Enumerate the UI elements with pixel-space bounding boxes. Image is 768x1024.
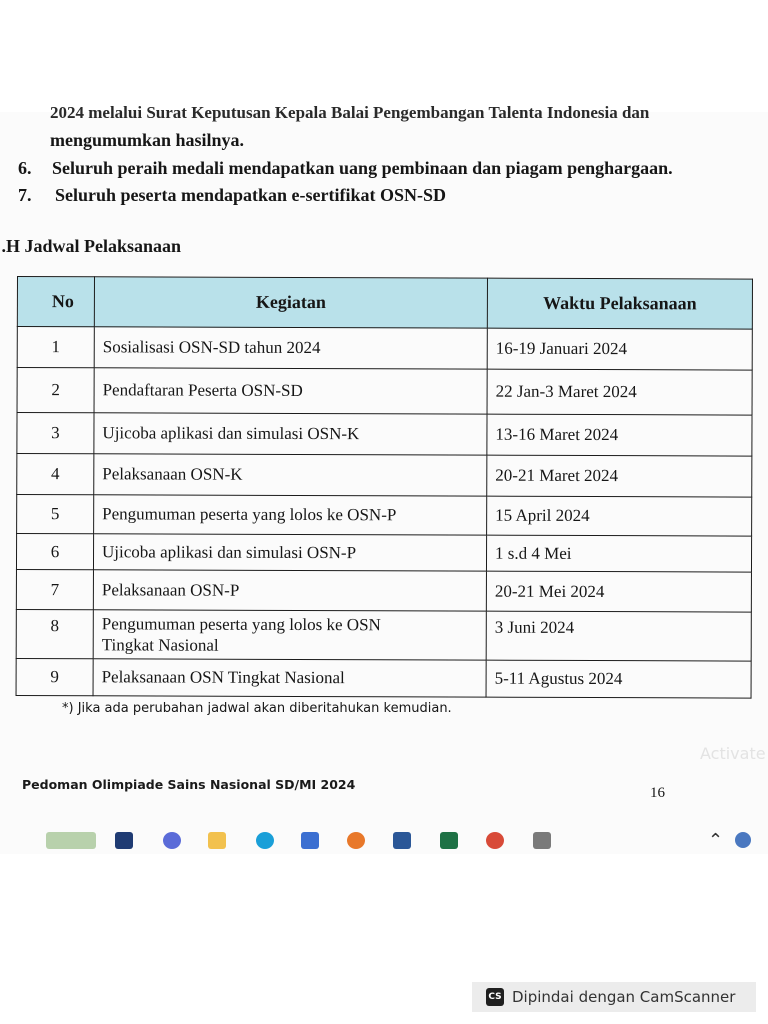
list-item-text: Seluruh peraih medali mendapatkan uang pembinaan dan piagam penghargaan. xyxy=(52,158,673,178)
cell-kegiatan: Pelaksanaan OSN Tingkat Nasional xyxy=(93,659,486,697)
section-title: Jadwal Pelaksanaan xyxy=(24,236,182,256)
table-footnote: *) Jika ada perubahan jadwal akan diberitahukan kemudian. xyxy=(62,701,452,716)
chevron-up-icon[interactable]: ⌃ xyxy=(708,830,724,850)
cell-no: 2 xyxy=(17,368,94,413)
document-screen xyxy=(0,103,768,854)
table-row xyxy=(16,609,751,661)
cell-kegiatan: Pelaksanaan OSN-K xyxy=(94,454,487,496)
table-row xyxy=(17,413,752,457)
taskbar xyxy=(0,824,768,854)
page-number: 16 xyxy=(650,785,665,801)
cell-no: 6 xyxy=(16,534,93,570)
excel-icon[interactable] xyxy=(440,832,458,849)
cell-no: 5 xyxy=(17,495,94,534)
store-icon[interactable] xyxy=(301,832,319,849)
table-row xyxy=(17,454,752,498)
sync-icon[interactable] xyxy=(735,832,751,848)
list-item-number: 6. xyxy=(18,158,32,178)
table-row xyxy=(16,534,751,573)
list-item-text: Seluruh peserta mendapatkan e-sertifikat OSN-SD xyxy=(55,185,447,205)
cell-no: 9 xyxy=(16,658,93,695)
camscanner-logo-icon: CS xyxy=(486,988,504,1006)
cell-kegiatan-line1: Pengumuman peserta yang lolos ke OSN xyxy=(101,614,381,635)
cell-kegiatan: Pengumuman peserta yang lolos ke OSN-P xyxy=(94,495,487,535)
folder-icon[interactable] xyxy=(208,832,226,849)
word-icon[interactable] xyxy=(393,832,411,849)
table-row xyxy=(17,495,752,537)
schedule-table xyxy=(16,276,753,699)
app-icon[interactable] xyxy=(533,832,551,849)
chrome-icon[interactable] xyxy=(486,832,504,849)
list-item-number: 7. xyxy=(18,185,32,205)
cell-kegiatan: Ujicoba aplikasi dan simulasi OSN-P xyxy=(93,534,486,571)
teams-chat-icon[interactable] xyxy=(163,832,181,849)
cell-waktu: 15 April 2024 xyxy=(487,496,752,536)
cutoff-text-line: 2024 melalui Surat Keputusan Kepala Balai Pengembangan Talenta Indonesia dan xyxy=(50,103,650,122)
widgets-icon[interactable] xyxy=(46,832,96,849)
table-row xyxy=(16,570,751,613)
cell-no: 3 xyxy=(17,413,94,454)
cell-kegiatan xyxy=(93,610,486,660)
cell-waktu: 16-19 Januari 2024 xyxy=(487,328,752,370)
cell-waktu: 5-11 Agustus 2024 xyxy=(486,660,751,698)
firefox-icon[interactable] xyxy=(347,832,365,849)
footer-title: Pedoman Olimpiade Sains Nasional SD/MI 2024 xyxy=(22,777,356,792)
cell-kegiatan: Pendaftaran Peserta OSN-SD xyxy=(94,368,487,414)
header-no: No xyxy=(17,277,94,327)
camscanner-badge xyxy=(472,982,756,1012)
camscanner-text: Dipindai dengan CamScanner xyxy=(512,988,736,1006)
file-explorer-icon[interactable] xyxy=(115,832,133,849)
cell-kegiatan: Ujicoba aplikasi dan simulasi OSN-K xyxy=(94,413,487,455)
cell-waktu: 20-21 Maret 2024 xyxy=(487,455,752,497)
edge-icon[interactable] xyxy=(256,832,274,849)
cell-waktu: 3 Juni 2024 xyxy=(486,611,751,661)
table-row xyxy=(17,327,752,371)
cell-no: 1 xyxy=(17,327,94,368)
table-row xyxy=(17,368,752,416)
section-heading xyxy=(0,236,181,257)
list-item-continuation: mengumumkan hasilnya. xyxy=(50,130,245,150)
cell-kegiatan-line2: Tingkat Nasional xyxy=(101,635,219,655)
cell-waktu: 1 s.d 4 Mei xyxy=(486,535,751,572)
cell-no: 7 xyxy=(16,570,93,610)
cell-kegiatan: Pelaksanaan OSN-P xyxy=(93,570,486,611)
section-number: H. xyxy=(1,236,20,256)
activate-windows-watermark: Activate xyxy=(700,744,766,763)
table-row xyxy=(16,658,751,698)
cell-no: 8 xyxy=(16,609,93,658)
cell-no: 4 xyxy=(17,454,94,495)
header-waktu: Waktu Pelaksanaan xyxy=(487,278,752,329)
cell-waktu: 20-21 Mei 2024 xyxy=(486,571,751,612)
cell-waktu: 13-16 Maret 2024 xyxy=(487,414,752,456)
cell-kegiatan: Sosialisasi OSN-SD tahun 2024 xyxy=(94,327,487,369)
header-kegiatan: Kegiatan xyxy=(94,277,487,328)
table-header-row xyxy=(17,277,752,330)
cell-waktu: 22 Jan-3 Maret 2024 xyxy=(487,369,752,415)
